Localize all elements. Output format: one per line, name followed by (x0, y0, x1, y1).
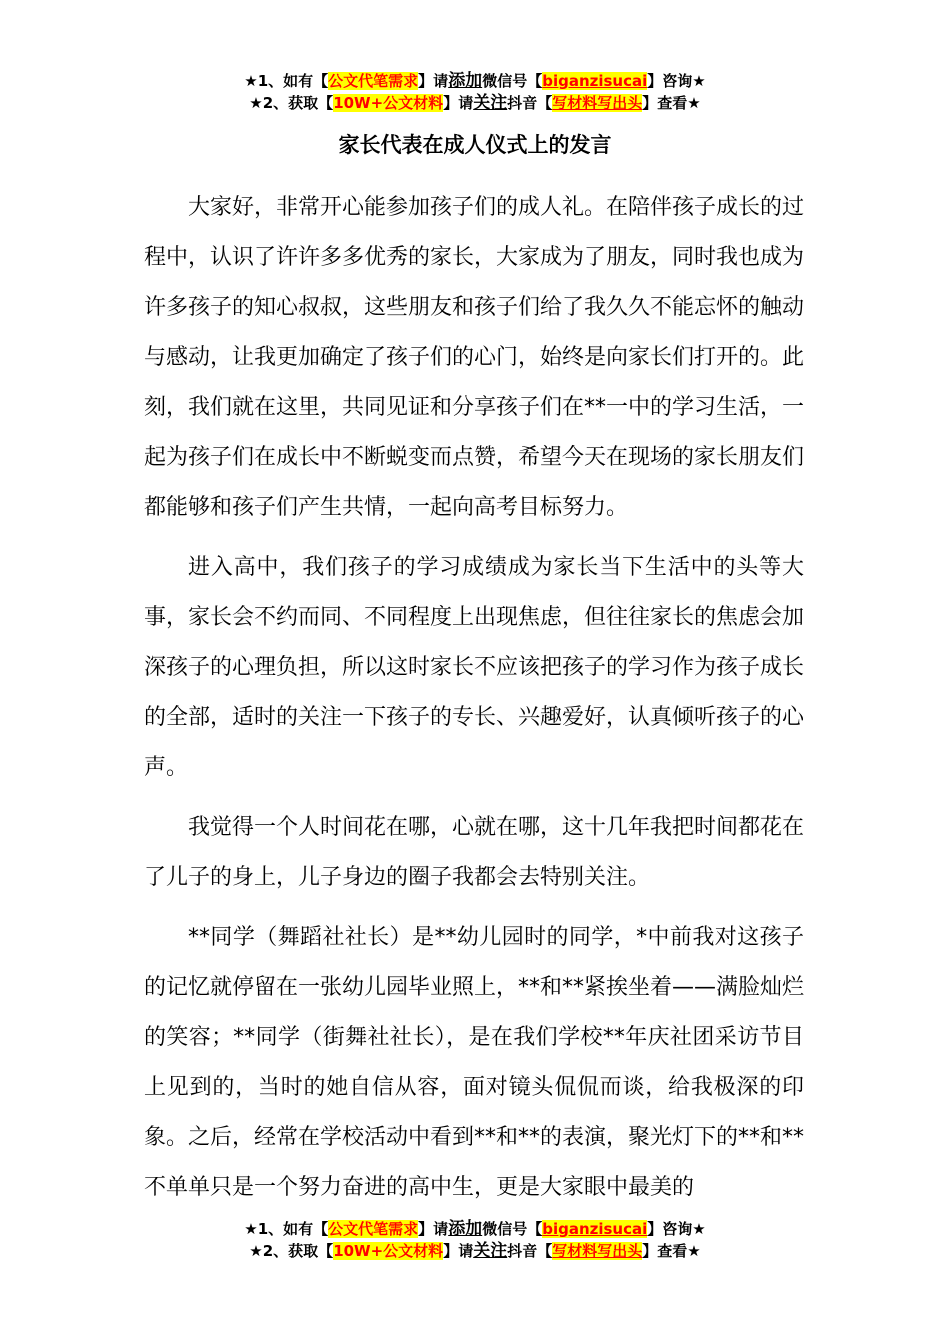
document-title: 家长代表在成人仪式上的发言 (338, 133, 612, 157)
promo-tag-wechat: biganzisucai (542, 72, 648, 90)
paragraph: 我觉得一个人时间花在哪，心就在哪，这十几年我把时间都花在了儿子的身上，儿子身边的圈子我都会去特别关注。 (144, 815, 805, 890)
promo-line-1: ★1、如有【公文代笔需求】请添加微信号【biganzisucai】咨询★ (244, 1219, 706, 1239)
promo-tag-service: 公文代笔需求 (328, 72, 419, 90)
promo-line-2: ★2、获取【10W+公文材料】请关注抖音【写材料写出头】查看★ (249, 93, 701, 113)
promo-tag-service: 公文代笔需求 (328, 1220, 419, 1238)
promo-tag-materials: 10W+公文材料 (333, 1242, 444, 1260)
paragraph: 大家好，非常开心能参加孩子们的成人礼。在陪伴孩子成长的过程中，认识了许许多多优秀的家长，大家成为了朋友，同时我也成为许多孩子的知心叔叔，这些朋友和孩子们给了我久久不能忘怀的触动与感动，让我更加确定了孩子们的心门，始终是向家长们打开的。此刻，我们就在这里，共同见证和分享孩子们在**一中的学习生活，一起为孩子们在成长中不断蜕变而点赞，希望今天在现场的家长朋友们都能够和孩子们产生共情，一起向高考目标努力。 (144, 195, 805, 520)
footer-promo (0, 1218, 950, 1262)
promo-line-1: ★1、如有【公文代笔需求】请添加微信号【biganzisucai】咨询★ (244, 71, 706, 91)
promo-tag-douyin: 写材料写出头 (552, 94, 643, 112)
promo-tag-wechat: biganzisucai (542, 1220, 648, 1238)
paragraph: **同学（舞蹈社社长）是**幼儿园时的同学，*中前我对这孩子的记忆就停留在一张幼儿园毕业照上，**和**紧挨坐着——满脸灿烂的笑容；**同学（街舞社社长），是在我们学校**年庆社团采访节目上见到的，当时的她自信从容，面对镜头侃侃而谈，给我极深的印象。之后，经常在学校活动中看到**和**的表演，聚光灯下的**和**不单单只是一个努力奋进的高中生，更是大家眼中最美的 (144, 925, 805, 1200)
promo-line-2: ★2、获取【10W+公文材料】请关注抖音【写材料写出头】查看★ (249, 1241, 701, 1261)
header-promo (0, 70, 950, 114)
promo-tag-douyin: 写材料写出头 (552, 1242, 643, 1260)
paragraph: 进入高中，我们孩子的学习成绩成为家长当下生活中的头等大事，家长会不约而同、不同程度上出现焦虑，但往往家长的焦虑会加深孩子的心理负担，所以这时家长不应该把孩子的学习作为孩子成长的全部，适时的关注一下孩子的专长、兴趣爱好，认真倾听孩子的心声。 (144, 555, 805, 780)
document-body (144, 183, 804, 1223)
promo-tag-materials: 10W+公文材料 (333, 94, 444, 112)
